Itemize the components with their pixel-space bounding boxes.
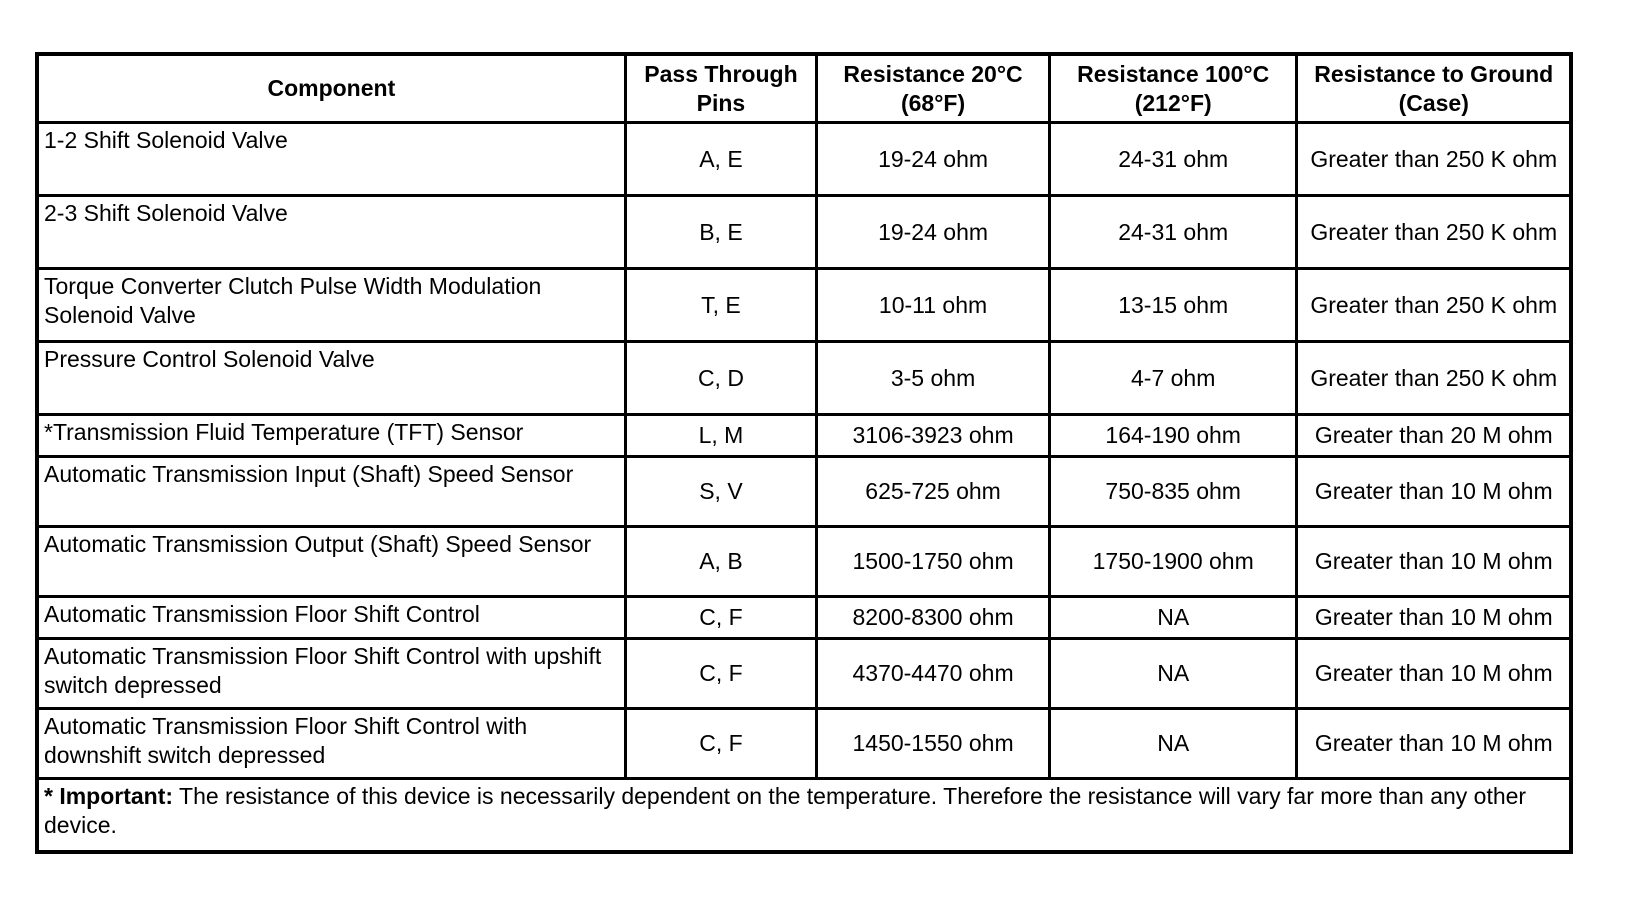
resistance-20c-cell: 625-725 ohm	[817, 457, 1050, 527]
table-row	[37, 123, 1571, 196]
component-cell: Pressure Control Solenoid Valve	[37, 342, 625, 415]
resistance-20c-cell: 4370-4470 ohm	[817, 639, 1050, 709]
table-row	[37, 639, 1571, 709]
resistance-ground-cell: Greater than 20 M ohm	[1297, 415, 1571, 457]
pins-cell: A, B	[625, 527, 816, 597]
resistance-100c-cell: 750-835 ohm	[1049, 457, 1297, 527]
resistance-20c-cell: 19-24 ohm	[817, 196, 1050, 269]
header-resistance-100c: Resistance 100°C (212°F)	[1049, 54, 1297, 123]
resistance-ground-cell: Greater than 10 M ohm	[1297, 639, 1571, 709]
resistance-ground-cell: Greater than 10 M ohm	[1297, 597, 1571, 639]
component-cell: Automatic Transmission Floor Shift Control	[37, 597, 625, 639]
resistance-100c-cell: NA	[1049, 597, 1297, 639]
resistance-spec-table	[35, 52, 1573, 854]
pins-cell: A, E	[625, 123, 816, 196]
resistance-100c-cell: 1750-1900 ohm	[1049, 527, 1297, 597]
resistance-ground-cell: Greater than 250 K ohm	[1297, 196, 1571, 269]
resistance-20c-cell: 3106-3923 ohm	[817, 415, 1050, 457]
header-pins: Pass Through Pins	[625, 54, 816, 123]
pins-cell: C, F	[625, 597, 816, 639]
resistance-20c-cell: 8200-8300 ohm	[817, 597, 1050, 639]
resistance-ground-cell: Greater than 250 K ohm	[1297, 342, 1571, 415]
resistance-ground-cell: Greater than 10 M ohm	[1297, 527, 1571, 597]
table-row	[37, 709, 1571, 779]
pins-cell: L, M	[625, 415, 816, 457]
component-cell: Automatic Transmission Input (Shaft) Speed Sensor	[37, 457, 625, 527]
component-cell: 1-2 Shift Solenoid Valve	[37, 123, 625, 196]
pins-cell: C, F	[625, 709, 816, 779]
table-row	[37, 342, 1571, 415]
resistance-100c-cell: 164-190 ohm	[1049, 415, 1297, 457]
resistance-ground-cell: Greater than 250 K ohm	[1297, 123, 1571, 196]
resistance-ground-cell: Greater than 10 M ohm	[1297, 457, 1571, 527]
resistance-100c-cell: 24-31 ohm	[1049, 123, 1297, 196]
component-cell: Automatic Transmission Output (Shaft) Speed Sensor	[37, 527, 625, 597]
table-row	[37, 457, 1571, 527]
pins-cell: C, F	[625, 639, 816, 709]
pins-cell: T, E	[625, 269, 816, 342]
resistance-20c-cell: 3-5 ohm	[817, 342, 1050, 415]
resistance-20c-cell: 1450-1550 ohm	[817, 709, 1050, 779]
footnote-cell	[37, 779, 1571, 853]
pins-cell: B, E	[625, 196, 816, 269]
component-cell: Torque Converter Clutch Pulse Width Modulation Solenoid Valve	[37, 269, 625, 342]
resistance-100c-cell: 4-7 ohm	[1049, 342, 1297, 415]
table-row	[37, 269, 1571, 342]
footnote-text: The resistance of this device is necessarily dependent on the temperature. Therefore the resistance will vary far more than any other device.	[44, 783, 1527, 838]
resistance-100c-cell: NA	[1049, 709, 1297, 779]
resistance-20c-cell: 10-11 ohm	[817, 269, 1050, 342]
table-row	[37, 415, 1571, 457]
resistance-20c-cell: 19-24 ohm	[817, 123, 1050, 196]
resistance-20c-cell: 1500-1750 ohm	[817, 527, 1050, 597]
resistance-100c-cell: 13-15 ohm	[1049, 269, 1297, 342]
table-row	[37, 527, 1571, 597]
resistance-100c-cell: NA	[1049, 639, 1297, 709]
resistance-ground-cell: Greater than 250 K ohm	[1297, 269, 1571, 342]
table-row	[37, 597, 1571, 639]
component-cell: 2-3 Shift Solenoid Valve	[37, 196, 625, 269]
component-cell: Automatic Transmission Floor Shift Control with upshift switch depressed	[37, 639, 625, 709]
component-cell: *Transmission Fluid Temperature (TFT) Sensor	[37, 415, 625, 457]
resistance-100c-cell: 24-31 ohm	[1049, 196, 1297, 269]
header-resistance-20c: Resistance 20°C (68°F)	[817, 54, 1050, 123]
pins-cell: S, V	[625, 457, 816, 527]
pins-cell: C, D	[625, 342, 816, 415]
header-row	[37, 54, 1571, 123]
footnote-row	[37, 779, 1571, 853]
footnote-label: * Important:	[44, 783, 174, 809]
component-cell: Automatic Transmission Floor Shift Control with downshift switch depressed	[37, 709, 625, 779]
header-resistance-ground: Resistance to Ground (Case)	[1297, 54, 1571, 123]
table-row	[37, 196, 1571, 269]
header-component: Component	[37, 54, 625, 123]
resistance-ground-cell: Greater than 10 M ohm	[1297, 709, 1571, 779]
